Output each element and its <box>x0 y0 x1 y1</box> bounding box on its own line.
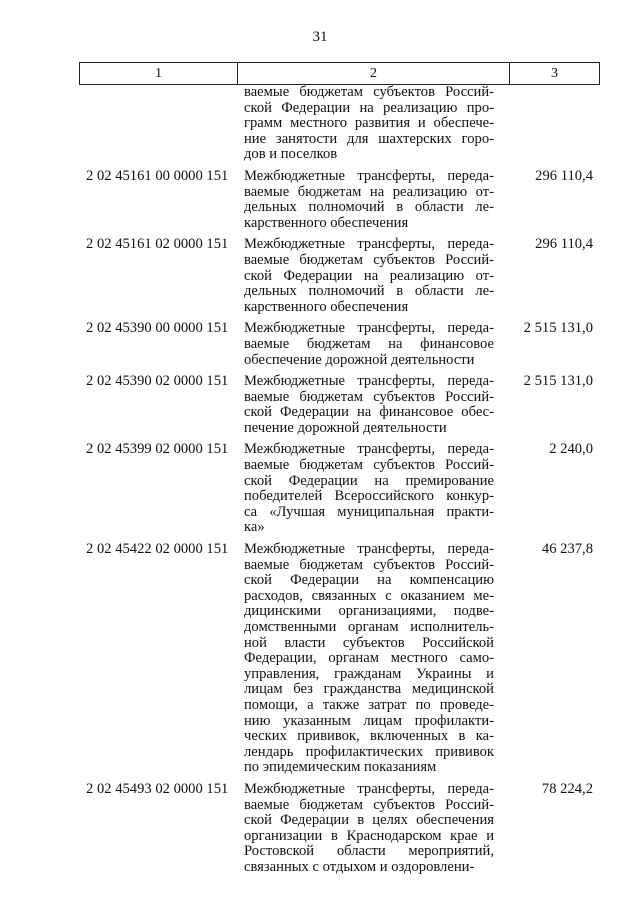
description-line: ческих прививок, включенных в ка- <box>244 728 494 745</box>
description-line: ваемые бюджетам субъектов Россий- <box>244 457 494 474</box>
budget-code: 2 02 45422 02 0000 151 <box>86 541 229 558</box>
description-line: Межбюджетные трансферты, переда- <box>244 780 494 797</box>
description <box>244 85 494 163</box>
description-line: дельных полномочий в области ле- <box>244 199 494 216</box>
description-line: управления, гражданам Украины и <box>244 665 494 682</box>
table-row <box>79 237 600 315</box>
description-line: Межбюджетные трансферты, переда- <box>244 320 494 337</box>
description-line: организации в Краснодарском крае и <box>244 827 494 844</box>
description-line: лицам без гражданства медицинской <box>244 681 494 698</box>
description-line: ваемые бюджетам субъектов Россий- <box>244 556 494 573</box>
description-line: Федерации, органам местного само- <box>244 650 494 667</box>
description-line: по эпидемическим показаниям <box>244 759 437 776</box>
budget-code: 2 02 45161 02 0000 151 <box>86 236 229 253</box>
description-line: Межбюджетные трансферты, переда- <box>244 167 494 184</box>
description-line: ваемые бюджетам на финансовое <box>244 335 494 352</box>
description-line: победителей Всероссийского конкур- <box>244 488 494 505</box>
description-line: карственного обеспечения <box>244 214 409 231</box>
description-line: Межбюджетные трансферты, переда- <box>244 373 494 390</box>
description-line: дельных полномочий в области ле- <box>244 283 494 300</box>
table-row <box>79 321 600 368</box>
description-line: грамм местного развития и обеспече- <box>244 115 494 132</box>
description <box>244 237 494 315</box>
description-line: печение дорожной деятельности <box>244 419 447 436</box>
amount: 296 110,4 <box>535 236 593 253</box>
description-line: ской Федерации на реализацию про- <box>244 99 494 116</box>
amount: 2 515 131,0 <box>523 373 593 390</box>
amount: 78 224,2 <box>541 780 593 797</box>
amount: 46 237,8 <box>541 541 593 558</box>
column-header-1: 1 <box>80 63 238 84</box>
description-line: ка» <box>244 519 265 536</box>
description-line: ской Федерации на премирование <box>244 472 494 489</box>
description-line: ваемые бюджетам на реализацию от- <box>244 183 494 200</box>
description-line: домственными органам исполнитель- <box>244 619 494 635</box>
description-line: дицинскими организациями, подве- <box>244 603 494 620</box>
budget-code: 2 02 45161 00 0000 151 <box>86 167 229 184</box>
description-line: ваемые бюджетам субъектов Россий- <box>244 388 494 405</box>
table-row <box>79 169 600 231</box>
description-line: обеспечение дорожной деятельности <box>244 351 475 368</box>
budget-code <box>79 85 239 163</box>
description-line: Межбюджетные трансферты, переда- <box>244 441 494 458</box>
description-line: ваемые бюджетам субъектов Россий- <box>244 796 494 813</box>
description <box>244 442 494 536</box>
description-line: ской Федерации на компенсацию <box>244 572 494 589</box>
table-row <box>79 85 600 163</box>
description <box>244 374 494 436</box>
table-body <box>79 85 600 882</box>
description-line: Межбюджетные трансферты, переда- <box>244 541 494 558</box>
description-line: помощи, а также затрат по проведе- <box>244 696 494 713</box>
description-line: ской Федерации на финансовое обес- <box>244 404 494 421</box>
budget-code: 2 02 45390 02 0000 151 <box>86 373 229 390</box>
description <box>244 321 494 368</box>
description-line: лендарь профилактических прививок <box>244 743 494 760</box>
description <box>244 782 494 876</box>
description-line: связанных с отдыхом и оздоровлени- <box>244 858 475 875</box>
amount: 2 515 131,0 <box>523 320 593 337</box>
table-row <box>79 374 600 436</box>
page-number: 31 <box>312 29 328 45</box>
column-header-2: 2 <box>238 63 510 84</box>
description-line: ваемые бюджетам субъектов Россий- <box>244 84 494 100</box>
description <box>244 542 494 776</box>
table-row <box>79 542 600 776</box>
description-line: расходов, связанных с оказанием ме- <box>244 587 494 604</box>
budget-code: 2 02 45390 00 0000 151 <box>86 320 229 337</box>
table-row <box>79 782 600 876</box>
description-line: ние занятости для шахтерских горо- <box>244 130 494 147</box>
description-line: ской Федерации на реализацию от- <box>244 267 494 284</box>
table-header <box>79 62 600 85</box>
budget-code: 2 02 45399 02 0000 151 <box>86 441 229 458</box>
description-line: нию указанным лицам профилакти- <box>244 712 494 729</box>
description-line: ной власти субъектов Российской <box>244 634 494 651</box>
budget-code: 2 02 45493 02 0000 151 <box>86 780 229 797</box>
description-line: Ростовской области мероприятий, <box>244 843 494 860</box>
description-line: ской Федерации в целях обеспечения <box>244 812 494 829</box>
description-line: дов и поселков <box>244 146 338 163</box>
amount: 296 110,4 <box>535 167 593 184</box>
table-row <box>79 442 600 536</box>
amount <box>494 85 600 163</box>
column-header-3: 3 <box>551 65 558 81</box>
description-line: са «Лучшая муниципальная практи- <box>244 503 494 520</box>
description-line: Межбюджетные трансферты, переда- <box>244 236 494 253</box>
description <box>244 169 494 231</box>
description-line: ваемые бюджетам субъектов Россий- <box>244 251 494 268</box>
amount: 2 240,0 <box>549 441 593 458</box>
description-line: карственного обеспечения <box>244 298 409 315</box>
